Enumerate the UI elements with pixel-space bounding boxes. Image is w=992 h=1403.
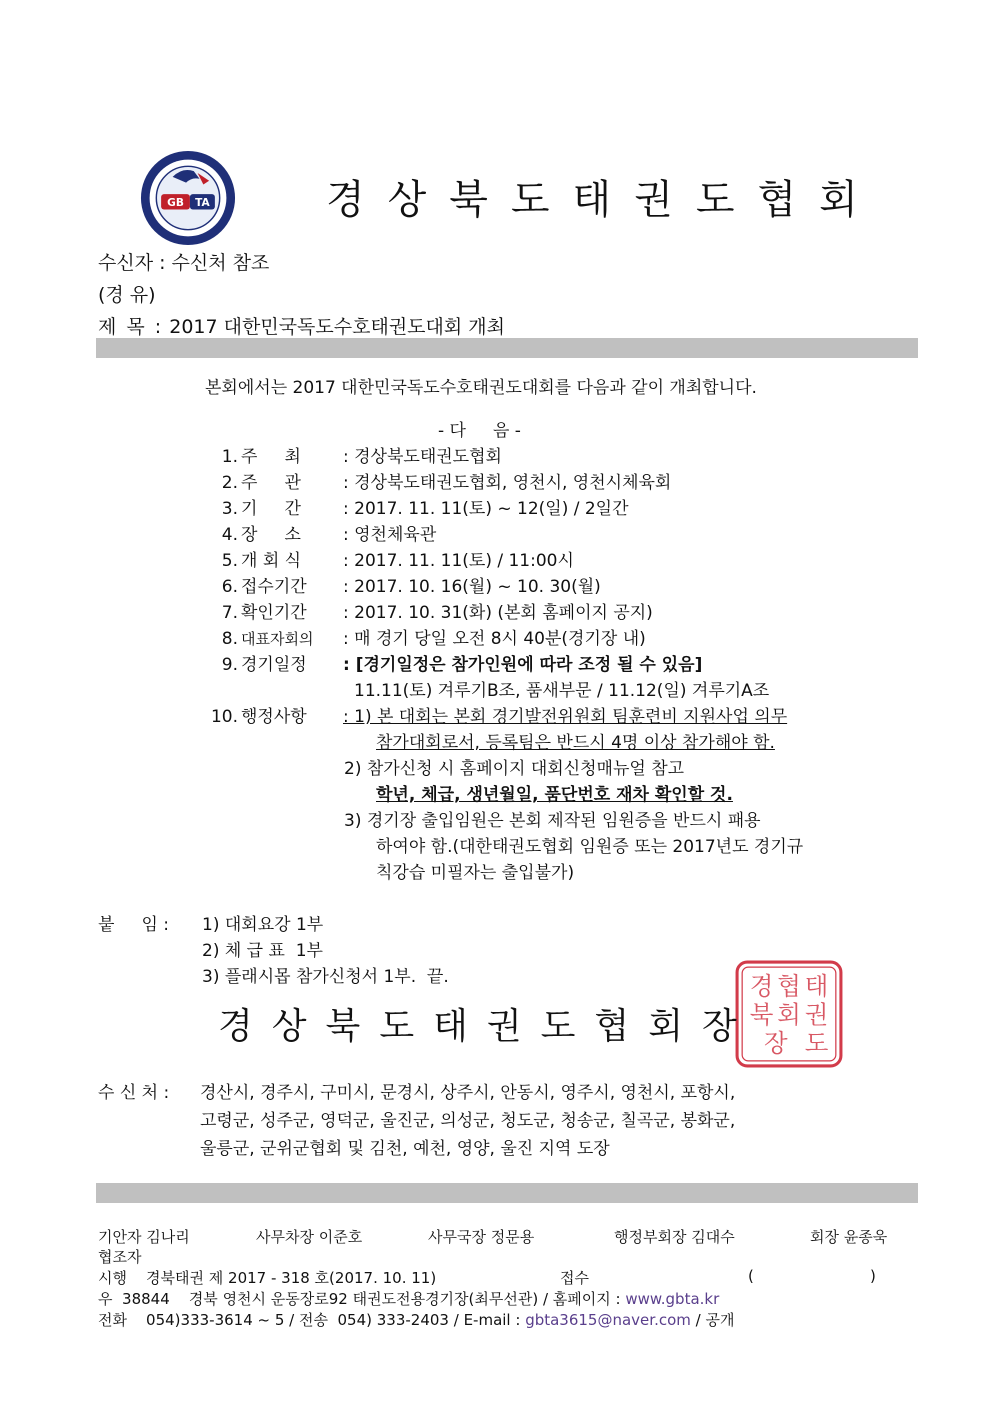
distribution-line: 고령군, 성주군, 영덕군, 울진군, 의성군, 청도군, 청송군, 칠곡군, 봉화군, [200, 1111, 736, 1131]
item-number: 2. [221, 473, 238, 493]
item-value: : 2017. 10. 31(화) (본회 홈페이지 공지) [343, 603, 653, 623]
cooperator: 협조자 [98, 1248, 142, 1266]
item-number: 1. [221, 447, 238, 467]
item-label: 대표자회의 [241, 630, 314, 648]
item-value: : 2017. 10. 16(월) ~ 10. 30(월) [343, 577, 601, 597]
item-label: 장 소 [241, 525, 301, 545]
footer-divider [96, 1183, 918, 1203]
list-item [200, 520, 436, 545]
list-item [200, 650, 702, 675]
address-text: 우 38844 경북 영천시 운동장로92 태권도전용경기장(최무선관) / 홈페이지 : [98, 1290, 626, 1308]
item-value: : 경상북도태권도협회 [343, 447, 502, 467]
seal-char: 경 [749, 971, 774, 1001]
president: 회장 윤종욱 [810, 1228, 888, 1246]
list-item [200, 442, 502, 467]
item-value: : 2017. 11. 11(토) ~ 12(일) / 2일간 [343, 499, 629, 519]
item-value: : 매 경기 당일 오전 8시 40분(경기장 내) [343, 629, 646, 649]
item-label: 행정사항 [241, 707, 307, 727]
item-value: : 1) 본 대회는 본회 경기발전위원회 팀훈련비 지원사업 의무 [343, 707, 788, 727]
item-label: 확인기간 [241, 603, 307, 623]
homepage-link[interactable]: www.gbta.kr [625, 1290, 720, 1308]
item-number: 5. [221, 551, 238, 571]
seal-char: 장 [763, 1028, 788, 1058]
received-label: 접수 [560, 1269, 589, 1287]
header-divider [96, 338, 918, 358]
seal-char: 회 [777, 1000, 801, 1030]
subject-text: 2017 대한민국독도수호태권도대회 개최 [169, 316, 505, 338]
admin-3-continuation-2: 칙강습 미필자는 출입불가) [376, 863, 575, 883]
organization-title: 경상북도태권도협회 [326, 177, 881, 223]
item-value: : 경상북도태권도협회, 영천시, 영천시체육회 [343, 473, 672, 493]
item-number: 3. [221, 499, 238, 519]
admin-2-continuation: 학년, 체급, 생년월일, 품단번호 재차 확인할 것. [376, 785, 733, 805]
item-number: 8. [221, 629, 238, 649]
item-label: 접수기간 [241, 577, 307, 597]
distribution-line: 경산시, 경주시, 구미시, 문경시, 상주시, 안동시, 영주시, 영천시, 포항시, [200, 1083, 736, 1103]
list-item [200, 702, 787, 727]
distribution-line: 울릉군, 군위군협회 및 김천, 예천, 영양, 울진 지역 도장 [200, 1139, 610, 1159]
admin-3-continuation-1: 하여야 함.(대한태권도협회 임원증 또는 2017년도 경기규 [376, 837, 804, 857]
enforcement-line: 시행 경북태권 제 2017 - 318 호(2017. 10. 11) [98, 1269, 437, 1287]
subject-label: 제 목 : [98, 316, 164, 338]
list-item [200, 624, 646, 649]
sender-signature-title: 경상북도태권도협회장 [218, 1006, 756, 1047]
phone-text: 전화 054)333-3614 ~ 5 / 전송 054) 333-2403 / E-mail : [98, 1311, 526, 1329]
item-number: 7. [221, 603, 238, 623]
list-item [200, 546, 574, 571]
svg-text:TA: TA [195, 197, 210, 210]
seal-char: 북 [749, 1000, 774, 1030]
item-label: 기 간 [241, 499, 301, 519]
disclosure-text: / 공개 [690, 1311, 735, 1329]
seal-char: 협 [777, 971, 801, 1001]
item-number: 9. [221, 655, 238, 675]
item-number: 4. [221, 525, 238, 545]
address-line [98, 1288, 719, 1309]
attachment-item: 1) 대회요강 1부 [202, 915, 324, 935]
list-item [200, 494, 629, 519]
attachment-item: 3) 플래시몹 참가신청서 1부. 끝. [202, 967, 449, 987]
drafter: 기안자 김나리 [98, 1228, 190, 1246]
list-item [200, 572, 601, 597]
svg-text:GB: GB [167, 197, 184, 210]
item-value: : [경기일정은 참가인원에 따라 조정 될 수 있음] [343, 655, 703, 675]
association-logo [140, 150, 236, 246]
received-paren-open: ( [748, 1267, 754, 1285]
deputy-secretary: 사무차장 이준호 [256, 1228, 363, 1246]
recipient-line: 수신자 : 수신처 참조 [98, 252, 270, 274]
list-item [200, 468, 671, 493]
seal-char: 도 [804, 1028, 829, 1058]
subject-line [98, 312, 505, 339]
vice-president: 행정부회장 김대수 [614, 1228, 735, 1246]
seal-char: 권 [804, 1000, 829, 1030]
via-line: (경 유) [98, 284, 156, 306]
admin-1-continuation: 참가대회로서, 등록팀은 반드시 4명 이상 참가해야 함. [376, 733, 775, 753]
distribution-label: 수 신 처 : [98, 1083, 170, 1103]
attachments-label: 붙 임 : [98, 915, 169, 935]
received-paren-close: ) [870, 1267, 876, 1285]
secretary-general: 사무국장 정문용 [428, 1228, 535, 1246]
da-eum-heading: - 다 음 - [438, 421, 521, 441]
item-value: : 2017. 11. 11(토) / 11:00시 [343, 551, 574, 571]
schedule-detail: 11.11(토) 겨루기B조, 품새부문 / 11.12(일) 겨루기A조 [354, 681, 770, 701]
item-value: : 영천체육관 [343, 525, 437, 545]
item-label: 주 관 [241, 473, 301, 493]
admin-3: 3) 경기장 출입임원은 본회 제작된 임원증을 반드시 패용 [344, 811, 761, 831]
attachment-item: 2) 체 급 표 1부 [202, 941, 323, 961]
list-item [200, 598, 653, 623]
seal-char: 태 [804, 971, 829, 1001]
item-label: 주 최 [241, 447, 301, 467]
contact-line [98, 1309, 734, 1330]
item-number: 6. [221, 577, 238, 597]
item-label: 경기일정 [241, 655, 307, 675]
item-label: 개 회 식 [241, 551, 302, 571]
email-link[interactable]: gbta3615@naver.com [525, 1311, 691, 1329]
admin-2: 2) 참가신청 시 홈페이지 대회신청매뉴얼 참고 [344, 759, 685, 779]
intro-text: 본회에서는 2017 대한민국독도수호태권도대회를 다음과 같이 개최합니다. [205, 378, 757, 398]
item-number: 10. [210, 707, 238, 727]
